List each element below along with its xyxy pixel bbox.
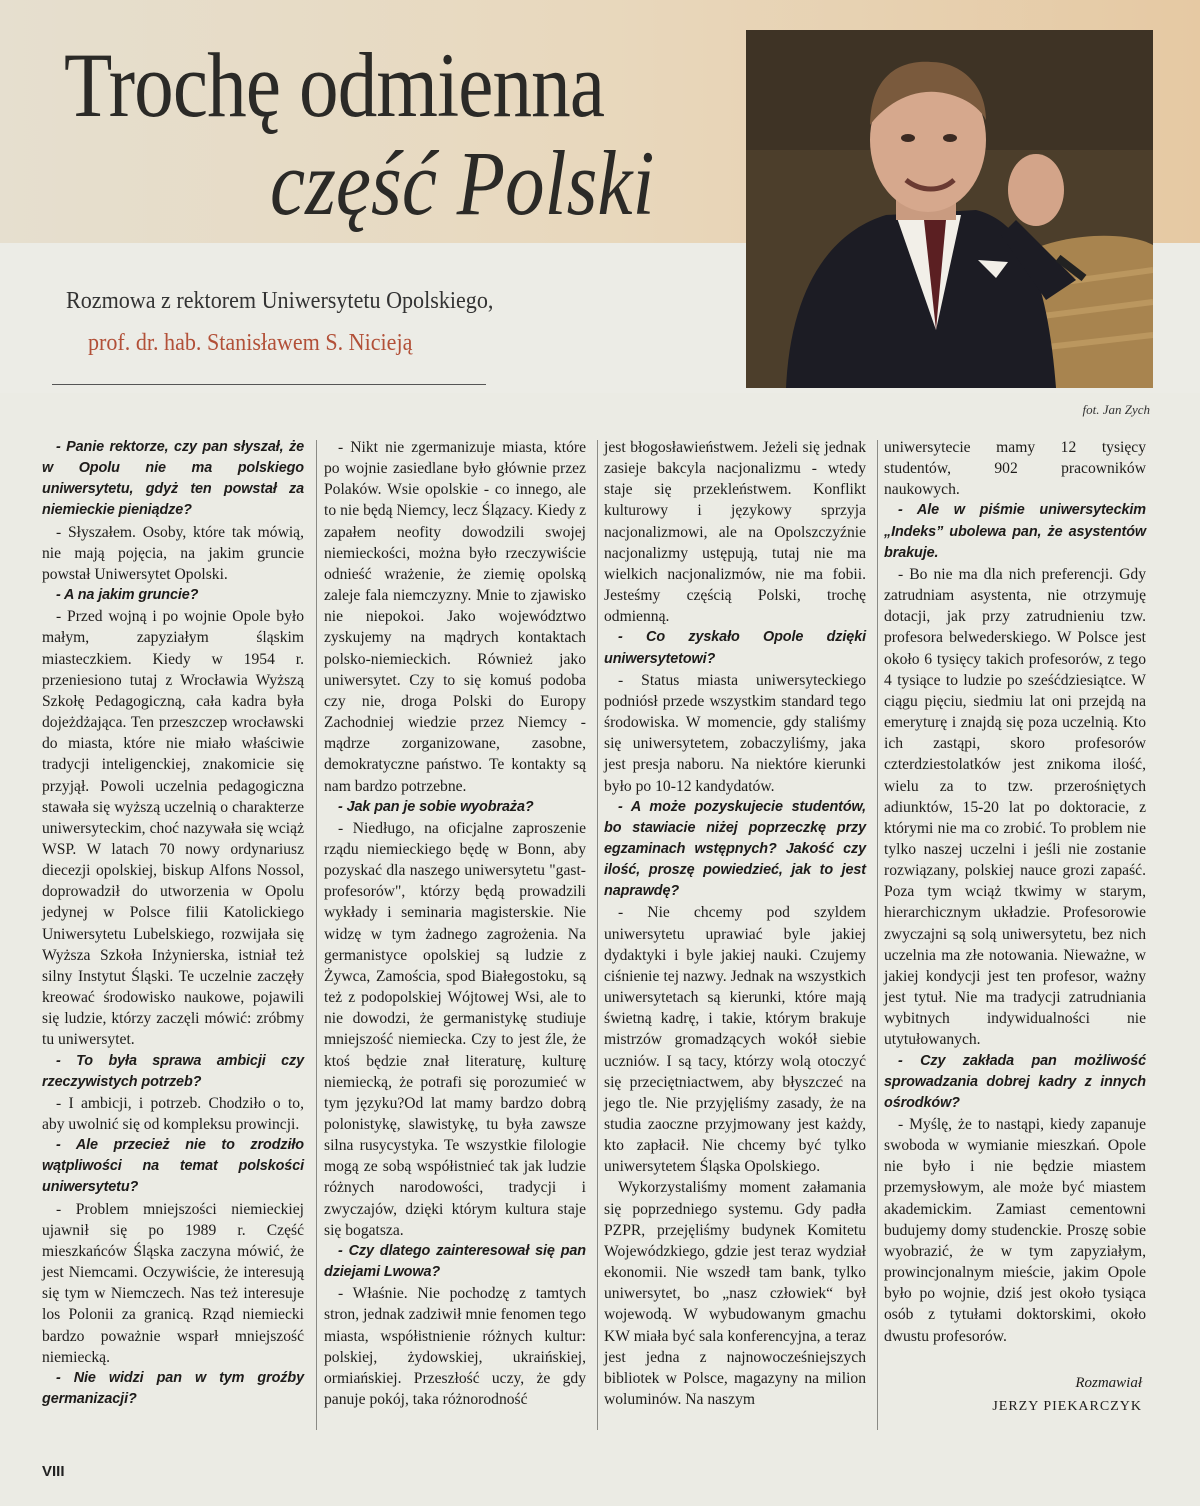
column-divider <box>877 440 878 1430</box>
article-column-4 <box>884 437 1146 1347</box>
article-column-2 <box>324 437 586 1410</box>
article-column-1 <box>42 437 304 1410</box>
interview-question: - Jak pan je sobie wyobraża? <box>338 798 534 815</box>
interview-question: - A na jakim gruncie? <box>56 587 199 604</box>
byline-label: Rozmawiał <box>1075 1375 1142 1391</box>
headline-line-1: Trochę odmienna <box>64 34 605 136</box>
interview-answer: - Słyszałem. Osoby, które tak mówią, nie mają pojęcia, na jakim gruncie powstał Uniwersytet Opolski. <box>42 523 304 583</box>
column-divider <box>597 440 598 1430</box>
interview-answer: - Niedługo, na oficjalne zaproszenie rządu niemieckiego będę w Bonn, aby pozyskać dla naszego uniwersytetu "gast-profesorów", którzy będą prowadzili wykłady i seminaria magisterskie. Nie widzę w tym żadnego zagrożenia. Na germanistyce opolskiej są ludzie z Żywca, Zamościa, spod Białegostoku, są też z podopolskiej Wójtowej Wsi, ale to nie dowodzi, że germanistykę studiuje mniejszość niemiecka. Czy to jest źle, że ktoś będzie znał literaturę, kulturę niemiecką, że potrafi się porozumieć w tym języku?Od lat mamy bardzo dobrą polonistykę, slawistykę, tu była zawsze silna rusycystyka. Te wszystkie filologie mogą ze sobą współistnieć tak jak ludzie różnych narodowości, tradycji i zwyczajów, dzięki którym kultura staje się bogatsza. <box>324 819 586 1239</box>
interview-answer: - Nie chcemy pod szyldem uniwersytetu uprawiać byle jakiej dydaktyki i byle jakiej nauki. Czujemy ciśnienie tej nazwy. Jednak na wszystkich uniwersytetach są kierunki, które mają świetną kadrę, i takie, którym brakuje mistrzów gromadzących wokół siebie uczniów. I są tacy, którzy wolą otoczyć się przeciętniactwem, aby błyszczeć na jego tle. Nie przyjęliśmy zasady, że na studia zaoczne przyjmowany jest każdy, kto zapłacił. Nie chcemy być tylko uniwersytetem Śląska Opolskiego. <box>604 904 866 1176</box>
interview-answer: - Status miasta uniwersyteckiego podniósł przede wszystkim standard tego środowiska. W momencie, gdy staliśmy się uniwersytetem, zobaczyliśmy, jaka jest presja naboru. Na niektóre kierunki było po 10-12 kandydatów. <box>604 671 866 795</box>
interview-question: - To była sprawa ambicji czy rzeczywistych potrzeb? <box>42 1052 304 1090</box>
photo-credit: fot. Jan Zych <box>1082 402 1150 417</box>
interview-question: - Czy dlatego zainteresował się pan dziejami Lwowa? <box>324 1242 586 1281</box>
interview-answer: Wykorzystaliśmy moment załamania się poprzedniego systemu. Gdy padła PZPR, przejęliśmy budynek Komitetu Wojewódzkiego, gdzie jest teraz wydział ekonomii. Nie wszedł tam bank, tylko uniwersytet, bo „nasz człowiek“ był wojewodą. W wybudowanym gmachu KW miała być sala konferencyjna, a teraz jest jedna z najnowocześniejszych bibliotek w Polsce, magazyny na milion woluminów. Na naszym <box>604 1179 866 1409</box>
byline-name: JERZY PIEKARCZYK <box>992 1399 1142 1414</box>
interview-answer: - Bo nie ma dla nich preferencji. Gdy zatrudniam asystenta, nie otrzymuję dotacji, jak przy zatrudnieniu tzw. profesora belwederskiego. W Polsce jest około 6 tysięcy takich profesorów, z tego 4 tysiące to ludzie po sześćdziesiątce. W ciągu pięciu, siedmiu lat oni przejdą na emeryturę i znajdą się poza uczelnią. Kto ich zastąpi, skoro profesorów czterdziestolatków jest znikoma ilość, wielu za to tzw. przerośniętych adiunktów, 15-20 lat po doktoracie, z którymi nie ma co zrobić. To problem nie tylko naszej uczelni i jeśli nie zostanie rozwiązany, polskiej nauce grozi zapaść. Poza tym wciąż tkwimy w starym, hierarchicznym układzie. Profesorowie zwyczajni są solą uniwersytetu, bez nich uczelnia ma złe notowania. Nieważne, w jakiej kondycji jest ten profesor, ważny jest tytuł. Nie ma tradycji zatrudniania wybitnych indywidualności nie utytułowanych. <box>884 565 1146 1049</box>
headline-line-2: część Polski <box>270 132 655 234</box>
interview-question: - A może pozyskujecie studentów, bo stawiacie niżej poprzeczkę przy egzaminach wstępnych? Jakość czy ilość, proszę powiedzieć, jak to jest naprawdę? <box>604 798 866 900</box>
interview-answer: - Problem mniejszości niemieckiej ujawnił się po 1989 r. Część mieszkańców Śląska zaczyna mówić, że jest Niemcami. Oczywiście, że interesują się tym w Niemczech. Nas też interesuje los Polonii za granicą. Rząd niemiecki bardzo poważnie wsparł mniejszość niemiecką. <box>42 1200 304 1366</box>
intro-line-1: Rozmowa z rektorem Uniwersytetu Opolskiego, <box>66 288 494 314</box>
interview-answer: - Nikt nie zgermanizuje miasta, które po wojnie zasiedlane było głównie przez Polaków. Wsie opolskie - co innego, ale to nie będą Niemcy, lecz Ślązacy. Kiedy z zapałem neofity dowodzili swojej niemieckości, można było rzeczywiście odnieść wrażenie, że ziemię opolską zaleje fala niemczyzny. Mnie to zjawisko nie niepokoi. Jako województwo zyskujemy na mądrych kontaktach polsko-niemieckich. Również jako uniwersytet. Czy to się komuś podoba czy nie, droga Polski do Europy Zachodniej wiedzie przez Niemcy - mądrze zorganizowane, zasobne, demokratyczne państwo. Te kontakty są nam bardzo potrzebne. <box>324 439 586 795</box>
interview-answer: - Przed wojną i po wojnie Opole było małym, zapyziałym śląskim miasteczkiem. Kiedy w 1954 r. przeniesiono tutaj z Wrocławia Wyższą Szkołę Pedagogiczną, cała kadra była dojeżdżająca. Ten przeszczep wrocławski do miasta, które nie miało właściwie tradycji inteligenckiej, znakomicie się przyjął. Powoli uczelnia pedagogiczna stawała się wyższą uczelnią o charakterze uniwersyteckim, choć nazywała się wciąż WSP. W latach 70 nowy ordynariusz diecezji opolskiej, biskup Alfons Nossol, doprowadził do utworzenia w Opolu jedynej w Polsce filii Katolickiego Uniwersytetu Lubelskiego, rozwijała się Wyższa Szkoła Inżynierska, istniał też silny Instytut Śląski. Te uczelnie zaczęły kreować środowisko naukowe, pojawili się ludzie, którzy zaczęli mówić: zróbmy tu uniwersytet. <box>42 608 304 1049</box>
column-divider <box>316 440 317 1430</box>
interview-answer: - Myślę, że to nastąpi, kiedy zapanuje swoboda w wymianie mieszkań. Opole nie było i nie będzie miastem przemysłowym, ale może być miastem akademickim. Zamiast cementowni budujemy domy studenckie. Proszę sobie wyobrazić, że w tym zapyziałym, prowincjonalnym mieście, jakim Opole było po wojnie, dziś jest około tysiąca osób z tytułami doktorskimi, około dwustu profesorów. <box>884 1116 1146 1345</box>
intro-interviewee: prof. dr. hab. Stanisławem S. Nicieją <box>88 330 413 356</box>
interview-answer: - Właśnie. Nie pochodzę z tamtych stron, jednak zadziwił mnie fenomen tego miasta, współistnienie różnych kultur: polskiej, żydowskiej, ukraińskiej, ormiańskiej. Przeszłość uczy, że gdy panuje pokój, taka różnorodność <box>324 1285 586 1409</box>
intro-divider <box>52 384 486 385</box>
interview-question: - Co zyskało Opole dzięki uniwersytetowi? <box>604 629 866 667</box>
page-number: VIII <box>42 1463 65 1480</box>
interview-answer: uniwersytecie mamy 12 tysięcy studentów, 902 pracowników naukowych. <box>884 439 1146 499</box>
interview-question: - Czy zakłada pan możliwość sprowadzania dobrej kadry z innych ośrodków? <box>884 1052 1146 1111</box>
interview-question: - Panie rektorze, czy pan słyszał, że w Opolu nie ma polskiego uniwersytetu, gdyż ten powstał za niemieckie pieniądze? <box>42 439 304 519</box>
interview-question: - Nie widzi pan w tym groźby germanizacji? <box>42 1369 304 1408</box>
portrait-illustration <box>746 30 1153 388</box>
interview-answer: - I ambicji, i potrzeb. Chodziło o to, aby uwolnić się od kompleksu prowincji. <box>42 1094 304 1133</box>
article-column-3 <box>604 437 866 1410</box>
interview-question: - Ale przecież nie to zrodziło wątpliwości na temat polskości uniwersytetu? <box>42 1137 304 1196</box>
interview-question: - Ale w piśmie uniwersyteckim „Indeks” ubolewa pan, że asystentów brakuje. <box>884 502 1146 561</box>
portrait-photo <box>746 30 1153 388</box>
interview-answer: jest błogosławieństwem. Jeżeli się jednak zasieje bakcyla nacjonalizmu - wtedy staje się przekleństwem. Konflikt kulturowy i językowy sprzyja nacjonalizmowi, ale na Opolszczyźnie nacjonalizmy ustępują, tutaj nie ma wielkich nacjonalizmów, nie ma fobii. Jesteśmy częścią Polski, trochę odmienną. <box>604 439 866 626</box>
